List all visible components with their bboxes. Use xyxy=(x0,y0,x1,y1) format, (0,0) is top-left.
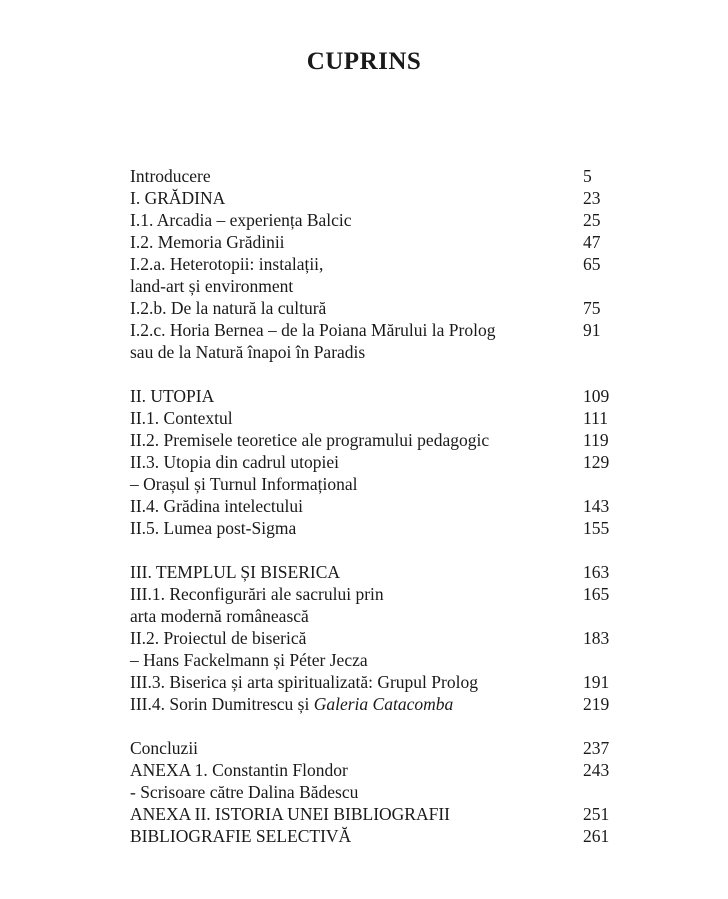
toc-entry-title xyxy=(130,429,489,451)
toc-entry[interactable] xyxy=(130,737,630,759)
toc-page-number: 25 xyxy=(583,210,601,230)
toc-entry-title xyxy=(130,319,495,341)
toc-entry[interactable] xyxy=(130,803,630,825)
toc-page-number: 165 xyxy=(583,584,610,604)
toc-entry-text: III. TEMPLUL ȘI BISERICA xyxy=(130,562,340,582)
toc-entry-title xyxy=(130,253,323,275)
toc-entry-text: II.4. Grădina intelectului xyxy=(130,496,303,516)
toc-entry-text: III.4. Sorin Dumitrescu și xyxy=(130,694,314,714)
toc-entry[interactable] xyxy=(130,781,630,803)
toc-page-number: 143 xyxy=(583,496,610,516)
toc-entry-title xyxy=(130,209,352,231)
toc-entry-title xyxy=(130,165,211,187)
toc-entry-text: I.2.b. De la natură la cultură xyxy=(130,298,327,318)
toc-entry-text: BIBLIOGRAFIE SELECTIVĂ xyxy=(130,826,352,846)
toc-entry-text: Introducere xyxy=(130,166,211,186)
toc-entry[interactable] xyxy=(130,605,630,627)
toc-entry-text: I.2.c. Horia Bernea – de la Poiana Mărului la Prolog xyxy=(130,320,496,340)
toc-entry-text: II.5. Lumea post-Sigma xyxy=(130,518,297,538)
toc-page-number: 191 xyxy=(583,672,610,692)
toc-entry[interactable] xyxy=(130,407,630,429)
toc-entry[interactable] xyxy=(130,165,630,187)
toc-entry[interactable] xyxy=(130,385,630,407)
toc-entry[interactable] xyxy=(130,341,630,363)
toc-entry-text: – Hans Fackelmann și Péter Jecza xyxy=(130,650,368,670)
toc-page-number: 129 xyxy=(583,452,610,472)
toc-entry[interactable] xyxy=(130,561,630,583)
section-gap xyxy=(130,363,630,385)
toc-entry-title xyxy=(130,605,309,627)
section-gap xyxy=(130,539,630,561)
section-gap xyxy=(130,715,630,737)
page-title: CUPRINS xyxy=(306,48,422,75)
toc-entry-text: – Orașul și Turnul Informațional xyxy=(130,474,358,494)
toc-entry-text: II.1. Contextul xyxy=(130,408,233,428)
toc-entry[interactable] xyxy=(130,759,630,781)
toc-entry-title xyxy=(130,385,214,407)
toc-entry-title xyxy=(130,231,285,253)
toc-entry-text: Concluzii xyxy=(130,738,199,758)
toc-entry-text: I.2.a. Heterotopii: instalații, xyxy=(130,254,324,274)
toc-page-number: 163 xyxy=(583,562,610,582)
toc-entry-text: I.2. Memoria Grădinii xyxy=(130,232,285,252)
toc-entry-text: III.3. Biserica și arta spiritualizată: Grupul Prolog xyxy=(130,672,478,692)
toc-entry-text: arta modernă românească xyxy=(130,606,309,626)
toc-entry[interactable] xyxy=(130,473,630,495)
toc-entry[interactable] xyxy=(130,253,630,275)
toc-page-number: 237 xyxy=(583,738,610,758)
toc-page-number: 183 xyxy=(583,628,610,648)
toc-entry-title xyxy=(130,517,296,539)
toc-entry-text: II.3. Utopia din cadrul utopiei xyxy=(130,452,339,472)
toc-page-number: 261 xyxy=(583,826,610,846)
toc-entry-title xyxy=(130,451,339,473)
toc-page-number: 47 xyxy=(583,232,601,252)
toc-entry-title xyxy=(130,583,384,605)
toc-entry-text: I.1. Arcadia – experiența Balcic xyxy=(130,210,352,230)
toc-entry-title xyxy=(130,671,478,693)
toc-entry[interactable] xyxy=(130,693,630,715)
toc-page-number: 243 xyxy=(583,760,610,780)
toc-page-number: 155 xyxy=(583,518,610,538)
toc-page-number: 23 xyxy=(583,188,601,208)
toc-entry[interactable] xyxy=(130,297,630,319)
toc-entry[interactable] xyxy=(130,451,630,473)
toc-entry-title xyxy=(130,187,225,209)
toc-entry-text: III.1. Reconfigurări ale sacrului prin xyxy=(130,584,384,604)
toc-entry-text: II. UTOPIA xyxy=(130,386,215,406)
toc-entry-title xyxy=(130,275,293,297)
toc-entry-title xyxy=(130,825,351,847)
toc-entry-text: ANEXA II. ISTORIA UNEI BIBLIOGRAFII xyxy=(130,804,451,824)
toc-entry[interactable] xyxy=(130,671,630,693)
toc-entry-title xyxy=(130,737,198,759)
toc-entry-text: I. GRĂDINA xyxy=(130,188,226,208)
toc-entry-title xyxy=(130,759,348,781)
toc-entry-title xyxy=(130,407,233,429)
toc-entry-text: land-art și environment xyxy=(130,276,294,296)
toc-entry[interactable] xyxy=(130,187,630,209)
toc-entry-title xyxy=(130,297,326,319)
toc-page-number: 219 xyxy=(583,694,610,714)
toc-entry[interactable] xyxy=(130,231,630,253)
toc-entry[interactable] xyxy=(130,517,630,539)
toc-entry-title xyxy=(130,693,453,715)
toc-entry-title xyxy=(130,495,303,517)
toc-page-number: 111 xyxy=(583,408,608,428)
toc-entry-text: sau de la Natură înapoi în Paradis xyxy=(130,342,366,362)
toc-entry[interactable] xyxy=(130,825,630,847)
toc-entry[interactable] xyxy=(130,495,630,517)
toc-entry-title xyxy=(130,649,368,671)
toc-page-number: 109 xyxy=(583,386,610,406)
table-of-contents xyxy=(130,165,630,847)
toc-page-number: 119 xyxy=(583,430,609,450)
toc-page-number: 91 xyxy=(583,320,601,340)
toc-entry[interactable] xyxy=(130,627,630,649)
toc-entry-text: II.2. Proiectul de biserică xyxy=(130,628,307,648)
toc-entry[interactable] xyxy=(130,319,630,341)
toc-entry-title xyxy=(130,561,340,583)
toc-entry-title xyxy=(130,781,358,803)
toc-entry-italic-text: Galeria Catacomba xyxy=(313,694,454,714)
toc-entry-title xyxy=(130,803,450,825)
toc-entry[interactable] xyxy=(130,429,630,451)
toc-entry-text: II.2. Premisele teoretice ale programului pedagogic xyxy=(130,430,490,450)
toc-entry-title xyxy=(130,473,358,495)
toc-page-number: 5 xyxy=(583,166,592,186)
toc-entry[interactable] xyxy=(130,649,630,671)
toc-entry-text: - Scrisoare către Dalina Bădescu xyxy=(130,782,359,802)
toc-entry[interactable] xyxy=(130,209,630,231)
toc-page-number: 75 xyxy=(583,298,601,318)
toc-entry-title xyxy=(130,627,306,649)
toc-entry-title xyxy=(130,341,365,363)
toc-entry[interactable] xyxy=(130,275,630,297)
toc-entry[interactable] xyxy=(130,583,630,605)
toc-page-number: 251 xyxy=(583,804,610,824)
toc-page-number: 65 xyxy=(583,254,601,274)
toc-entry-text: ANEXA 1. Constantin Flondor xyxy=(130,760,348,780)
